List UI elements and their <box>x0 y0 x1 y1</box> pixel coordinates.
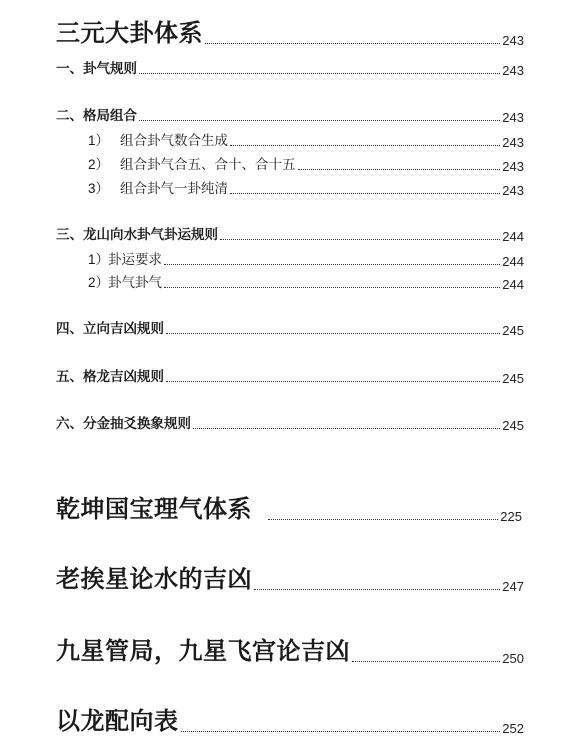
toc-entry-number: 3） <box>88 181 110 196</box>
leader-dots <box>181 731 501 732</box>
leader-dots <box>254 589 500 590</box>
toc-entry-number: 2） <box>88 275 110 290</box>
toc-entry-number: 1） <box>88 252 110 267</box>
toc-entry-section-2[interactable] <box>56 108 524 125</box>
leader-dots <box>230 145 500 146</box>
toc-entry-section-2-2[interactable] <box>88 156 524 174</box>
toc-entry-page: 245 <box>502 371 524 386</box>
toc-entry-section-3-1[interactable] <box>88 251 524 269</box>
toc-entry-section-3[interactable] <box>56 227 524 244</box>
toc-entry-title: 一、卦气规则 <box>56 61 137 77</box>
toc-entry-page: 244 <box>502 254 524 269</box>
toc-entry-title: 六、分金抽爻换象规则 <box>56 416 191 432</box>
toc-entry-section-4[interactable] <box>56 321 524 338</box>
toc-entry-text: 组合卦气合五、合十、合十五 <box>120 157 296 173</box>
toc-entry-title <box>88 156 296 174</box>
leader-dots <box>166 333 500 334</box>
toc-entry-text: 组合卦气数合生成 <box>120 133 228 149</box>
toc-entry-title: 老挨星论水的吉凶 <box>56 565 252 593</box>
toc-entry-page: 243 <box>502 63 524 78</box>
leader-dots <box>352 661 500 662</box>
toc-entry-title <box>88 274 162 292</box>
toc-entry-title <box>88 180 228 198</box>
toc-entry-page: 250 <box>502 651 524 666</box>
toc-entry-title: 二、格局组合 <box>56 108 137 124</box>
toc-entry-page: 244 <box>502 229 524 244</box>
toc-entry-qiankun[interactable] <box>56 494 522 524</box>
toc-entry-text: 卦运要求 <box>108 252 162 268</box>
toc-entry-title: 以龙配向表 <box>56 707 179 735</box>
toc-entry-yilong[interactable] <box>56 706 524 736</box>
toc-entry-number: 2） <box>88 157 110 172</box>
toc-entry-text: 组合卦气一卦纯清 <box>120 181 228 197</box>
toc-entry-section-3-2[interactable] <box>88 274 524 292</box>
toc-entry-section-5[interactable] <box>56 369 524 386</box>
toc-entry-section-2-3[interactable] <box>88 180 524 198</box>
toc-entry-title: 乾坤国宝理气体系 <box>56 495 252 523</box>
toc-entry-jiuxing[interactable] <box>56 636 524 666</box>
toc-entry-title: 五、格龙吉凶规则 <box>56 369 164 385</box>
leader-dots <box>193 428 500 429</box>
toc-entry-page: 243 <box>502 110 524 125</box>
toc-entry-page: 252 <box>502 721 524 736</box>
leader-dots <box>166 381 500 382</box>
leader-dots <box>268 519 498 520</box>
leader-dots <box>164 287 500 288</box>
leader-dots <box>139 73 500 74</box>
toc-entry-page: 244 <box>502 277 524 292</box>
leader-dots <box>220 239 500 240</box>
toc-entry-page: 243 <box>502 159 524 174</box>
toc-entry-section-2-1[interactable] <box>88 132 524 150</box>
toc-entry-section-6[interactable] <box>56 416 524 433</box>
leader-dots <box>164 264 500 265</box>
leader-dots <box>205 43 500 44</box>
toc-entry-page: 243 <box>502 33 524 48</box>
leader-dots <box>230 193 500 194</box>
toc-entry-number: 1） <box>88 133 110 148</box>
toc-entry-page: 245 <box>502 323 524 338</box>
toc-entry-page: 245 <box>502 418 524 433</box>
toc-entry-sanyuan[interactable] <box>56 18 524 48</box>
leader-dots <box>139 120 500 121</box>
leader-dots <box>298 169 501 170</box>
toc-entry-title <box>88 132 228 150</box>
toc-entry-title: 四、立向吉凶规则 <box>56 321 164 337</box>
toc-entry-title: 三元大卦体系 <box>56 19 203 47</box>
toc-entry-title <box>88 251 162 269</box>
toc-entry-section-1[interactable] <box>56 61 524 78</box>
toc-entry-laoai[interactable] <box>56 564 524 594</box>
toc-entry-page: 243 <box>502 183 524 198</box>
toc-entry-page: 247 <box>502 579 524 594</box>
toc-entry-title: 三、龙山向水卦气卦运规则 <box>56 227 218 243</box>
toc-entry-page: 225 <box>500 509 522 524</box>
toc-entry-text: 卦气卦气 <box>108 275 162 291</box>
toc-entry-page: 243 <box>502 135 524 150</box>
toc-entry-title: 九星管局，九星飞宫论吉凶 <box>56 637 350 665</box>
